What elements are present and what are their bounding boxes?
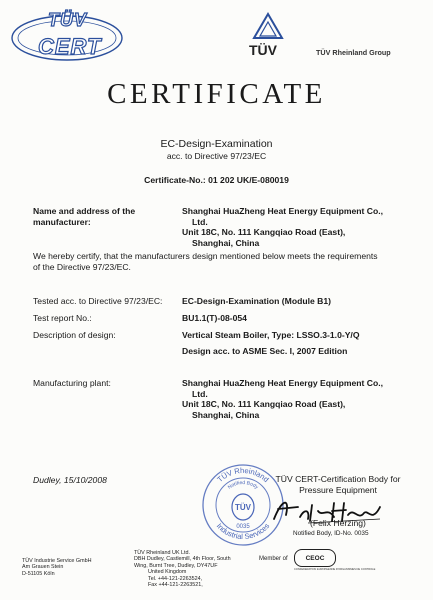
design-value: Vertical Steam Boiler, Type: LSSO.3-1.0-Y/Q [182,330,360,340]
tuv-triangle-logo [246,12,290,42]
tuv-cert-logo [8,6,126,68]
stamp-ring-top: TÜV Rheinland [215,465,271,485]
signatory-name: (Felix Herzing) [310,518,366,528]
logo-cert-text: CERT [38,34,102,59]
certificate-title: CERTIFICATE [107,78,326,110]
member-of: Member of [259,556,288,562]
certificate-number: Certificate-No.: 01 202 UK/E-080019 [144,175,289,185]
report-value: BU1.1(T)-08-054 [182,313,247,323]
manufacturer-address: Shanghai HuaZheng Heat Energy Equipment Co., Ltd. Unit 18C, No. 111 Kangqiao Road (East), Shanghai, China [182,206,384,248]
notified-body-id: Notified Body, ID-No. 0035 [293,530,369,537]
stamp-inner-top: Notified Body [226,479,260,491]
stamp-center-logo: TÜV [235,503,251,512]
exam-heading: EC-Design-Examination [160,138,273,150]
exam-subheading: acc. to Directive 97/23/EC [166,151,267,161]
tested-label: Tested acc. to Directive 97/23/EC: [33,296,163,306]
certifier-body: TÜV CERT-Certification Body for Pressure Equipment [275,474,401,495]
plant-label: Manufacturing plant: [33,378,111,388]
certification-statement: We hereby certify, that the manufacturers design mentioned below meets the requirements of the Directive 97/23/EC. [33,251,378,272]
ceoc-subtitle: CONFEDERATION EUROPEENNE D'ORGANISMES DE CONTROLE [294,568,376,571]
footer-col1: TÜV Industrie Service GmbH Am Grauen Stein D-51105 Köln [22,558,92,577]
stamp-number: 0035 [236,524,250,530]
issue-date: Dudley, 15/10/2008 [33,475,107,485]
ceoc-logo [294,549,336,567]
stamp-ring-bottom: Industrial Services [214,521,272,542]
tested-value: EC-Design-Examination (Module B1) [182,296,331,306]
design-label: Description of design: [33,330,116,340]
manufacturer-label: Name and address of the manufacturer: [33,206,136,227]
group-name: TÜV Rheinland Group [316,48,391,57]
ceoc-text: CEOC [305,554,325,562]
plant-address: Shanghai HuaZheng Heat Energy Equipment Co., Ltd. Unit 18C, No. 111 Kangqiao Road (East), Shanghai, China [182,378,384,420]
report-label: Test report No.: [33,313,92,323]
logo-tuv-text: TÜV [48,10,87,30]
design-code: Design acc. to ASME Sec. I, 2007 Edition [182,346,348,356]
footer-col2: TÜV Rheinland UK Ltd. DBH Dudley, Castlemill, 4th Floor, South Wing, Burnt Tree, Dudley, DY47UF United Kingdom Tel. +44-121-2263524, Fax +44-121-2263521, [134,550,231,589]
tuv-center-text: TÜV [249,42,277,58]
